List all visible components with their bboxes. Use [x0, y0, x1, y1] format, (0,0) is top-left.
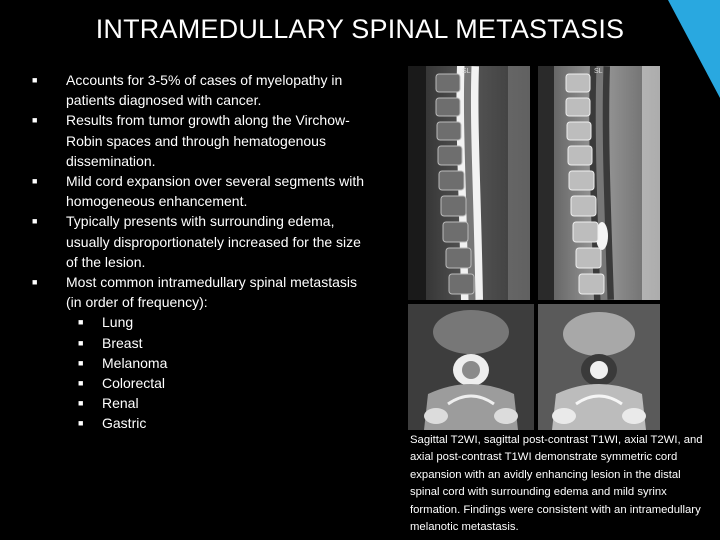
bullet-text: Accounts for 3-5% of cases of myelopathy in patients diagnosed with cancer.	[66, 72, 343, 109]
sub-bullet-item: ■ Breast	[78, 334, 143, 351]
axial-t2-image	[408, 304, 534, 430]
sub-bullet-item: ■ Melanoma	[78, 354, 168, 371]
sub-bullet-item: ■ Gastric	[78, 415, 147, 432]
corner-accent	[660, 0, 720, 100]
axial-t1-postcontrast-image	[538, 304, 660, 430]
bullet-text: Mild cord expansion over several segments with homogeneous enhancement.	[66, 173, 365, 210]
page-title: INTRAMEDULLARY SPINAL METASTASIS	[95, 14, 625, 44]
sub-bullet-item: ■ Lung	[78, 314, 134, 331]
sub-bullet-text: Breast	[102, 334, 143, 351]
bullet-text: Results from tumor growth along the Virchow-Robin spaces and through hematogenous dissemination.	[66, 112, 350, 169]
sub-bullet-item: ■ Renal	[78, 395, 139, 412]
bullet-text: Typically presents with surrounding edema, usually disproportionately increased for the size of the lesion.	[66, 213, 361, 270]
bullet-item: ■ Most common intramedullary spinal metastasis (in order of frequency): ■ Lung ■ Breast ■ Melanoma ■ Colorectal ■ Renal ■ Gastric	[30, 272, 370, 434]
sub-bullet-text: Renal	[102, 395, 139, 412]
sub-bullet-text: Lung	[102, 314, 134, 331]
sub-bullet-text: Colorectal	[102, 375, 166, 392]
sub-bullet-text: Melanoma	[102, 354, 168, 371]
orientation-label: SL	[594, 68, 603, 75]
bullet-item: ■ Mild cord expansion over several segments with homogeneous enhancement.	[32, 173, 365, 210]
sub-bullet-item: ■ Colorectal	[78, 375, 166, 392]
bullet-item: ■ Results from tumor growth along the Virchow-Robin spaces and through hematogenous dissemination.	[32, 112, 350, 169]
bullet-text: Most common intramedullary spinal metastasis (in order of frequency):	[66, 274, 357, 311]
bullet-list	[30, 70, 370, 434]
sub-bullet-text: Gastric	[102, 415, 147, 432]
bullet-item: ■ Typically presents with surrounding edema, usually disproportionately increased for the size of the lesion.	[32, 213, 361, 270]
mri-image-grid	[408, 66, 660, 430]
sagittal-t1-postcontrast-image	[538, 66, 660, 300]
sagittal-t2-image	[408, 66, 530, 300]
image-caption: Sagittal T2WI, sagittal post-contrast T1WI, axial T2WI, and axial post-contrast T1WI demonstrate symmetric cord expansion with an avidly enhancing lesion in the distal spinal cord with surrounding edema and mild syrinx formation. Findings were consistent with an intramedullary melanotic metastasis.	[410, 434, 703, 534]
orientation-label: SL	[462, 68, 471, 75]
bullet-item: ■ Accounts for 3-5% of cases of myelopathy in patients diagnosed with cancer.	[32, 72, 343, 109]
